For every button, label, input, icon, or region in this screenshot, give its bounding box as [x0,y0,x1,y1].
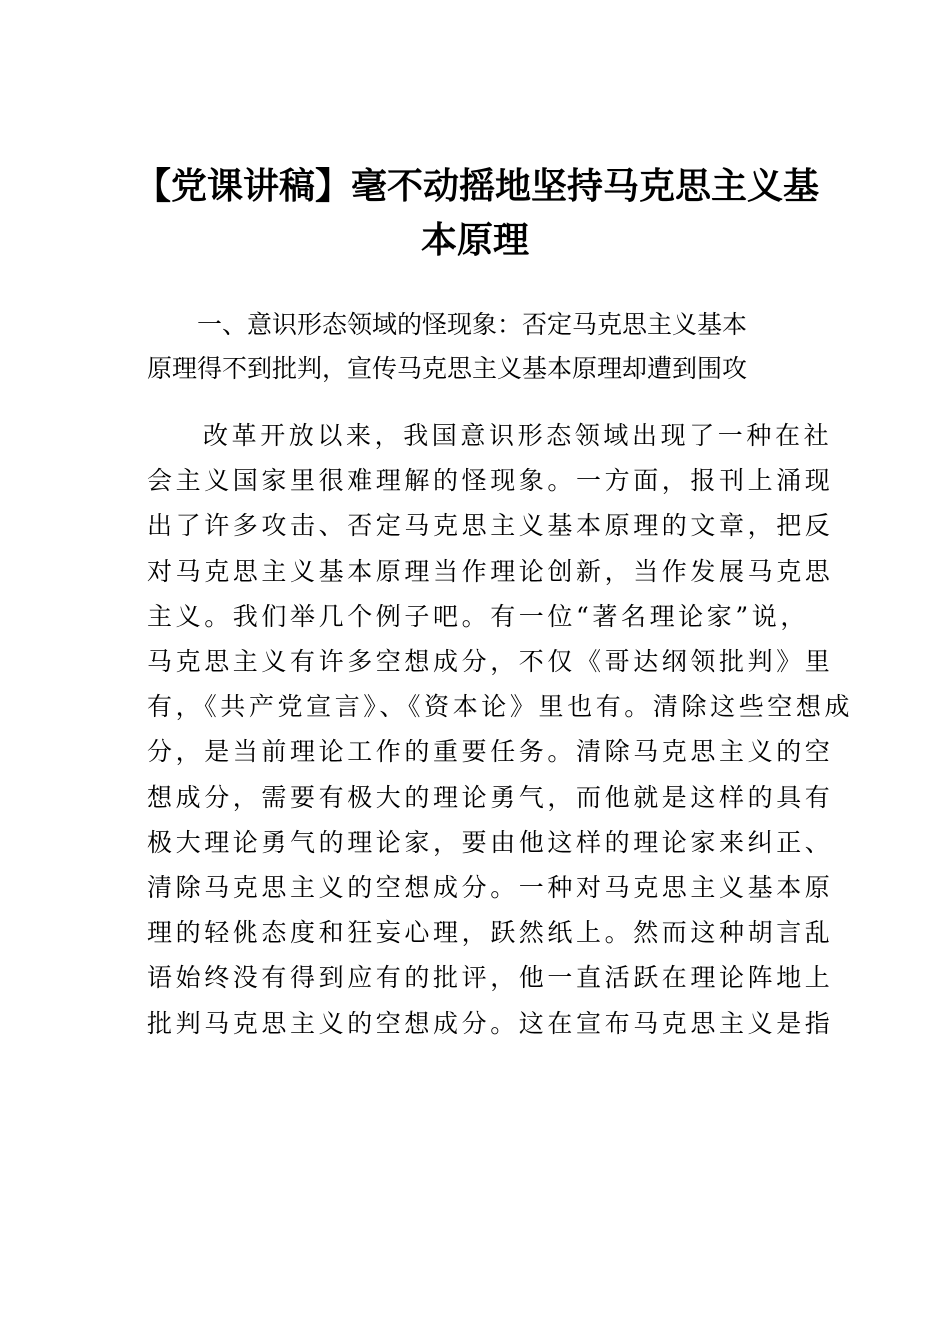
paragraph-line: 出了许多攻击、否定马克思主义基本原理的文章，把反 [147,511,834,541]
section-heading-line: 原理得不到批判，宣传马克思主义基本原理却遭到围攻 [147,354,748,383]
paragraph-line: 主义。我们举几个例子吧。有一位“著名理论家”说， [147,601,809,631]
body-paragraph [147,413,854,1046]
paragraph-line: 清除马克思主义的空想成分。一种对马克思主义基本原 [147,873,834,903]
paragraph-line: 理的轻佻态度和狂妄心理，跃然纸上。然而这种胡言乱 [147,918,834,948]
paragraph-line: 对马克思主义基本原理当作理论创新，当作发展马克思 [147,556,834,586]
paragraph-line: 改革开放以来，我国意识形态领域出现了一种在社 [203,421,833,450]
paragraph-line: 马克思主义有许多空想成分，不仅《哥达纲领批判》里 [147,647,834,677]
paragraph-line: 批判马克思主义的空想成分。这在宣布马克思主义是指 [147,1008,834,1038]
paragraph-line: 极大理论勇气的理论家，要由他这样的理论家来纠正、 [147,827,834,857]
paragraph-line: 会主义国家里很难理解的怪现象。一方面，报刊上涌现 [147,466,834,496]
document-title [135,160,820,268]
paragraph-line: 有，《共产党宣言》、《资本论》里也有。清除这些空想成 [147,692,854,722]
title-line: 【党课讲稿】毫不动摇地坚持马克思主义基 [135,166,820,207]
paragraph-line: 想成分，需要有极大的理论勇气，而他就是这样的具有 [147,782,834,812]
section-heading [147,303,807,391]
section-heading-line: 一、意识形态领域的怪现象：否定马克思主义基本 [197,310,748,339]
paragraph-line: 语始终没有得到应有的批评，他一直活跃在理论阵地上 [147,963,834,993]
title-line: 本原理 [420,220,529,261]
paragraph-line: 分，是当前理论工作的重要任务。清除马克思主义的空 [147,737,834,767]
